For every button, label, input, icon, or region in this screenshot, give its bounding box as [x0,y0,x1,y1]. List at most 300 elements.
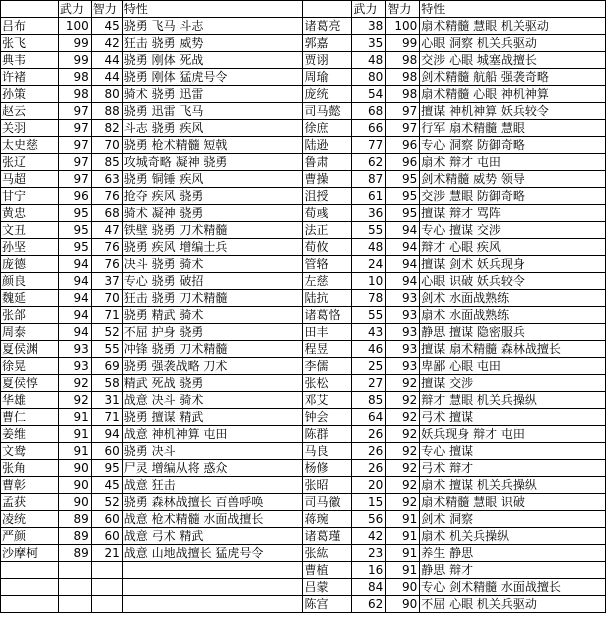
cell-wu-left[interactable]: 95 [58,222,91,239]
cell-name-left[interactable]: 夏侯惇 [1,375,59,392]
cell-name-left[interactable]: 孙策 [1,86,59,103]
cell-wu-left[interactable]: 94 [58,290,91,307]
cell-trait-right[interactable]: 擅谋 辩才 骂阵 [420,205,606,222]
cell-zhi-left[interactable]: 76 [91,239,122,256]
cell-wu-right[interactable]: 55 [352,222,386,239]
cell-zhi-right[interactable]: 94 [386,222,420,239]
cell-trait-left[interactable]: 骁勇 刚体 死战 [122,52,303,69]
cell-zhi-left[interactable]: 31 [91,392,122,409]
cell-trait-left[interactable]: 战意 枪术精髓 水面战擅长 [122,511,303,528]
cell-trait-right[interactable]: 专心 剑术精髓 水面战擅长 [420,579,606,596]
cell-name-left[interactable]: 孟获 [1,494,59,511]
cell-trait-right[interactable]: 弓术 辩才 [420,460,606,477]
cell-name-left[interactable]: 许褚 [1,69,59,86]
cell-trait-left[interactable]: 骁勇 迅雷 飞马 [122,103,303,120]
cell-trait-left[interactable]: 骁勇 枪术精髓 短戟 [122,137,303,154]
cell-zhi-right[interactable]: 92 [386,426,420,443]
cell-zhi-left[interactable]: 70 [91,290,122,307]
cell-wu-left[interactable]: 91 [58,443,91,460]
cell-zhi-right[interactable]: 93 [386,324,420,341]
cell-trait-right[interactable]: 专心 擅谋 [420,443,606,460]
cell-trait-right[interactable]: 心眼 识破 妖兵较令 [420,273,606,290]
cell-wu-right[interactable]: 85 [352,392,386,409]
cell-wu-right[interactable]: 10 [352,273,386,290]
cell-trait-left[interactable]: 骁勇 铜锤 疾风 [122,171,303,188]
cell-zhi-left[interactable]: 42 [91,35,122,52]
cell-trait-right[interactable]: 交涉 慧眼 防御奇略 [420,188,606,205]
cell-name-right[interactable]: 曹操 [303,171,352,188]
cell-zhi-right[interactable]: 92 [386,409,420,426]
cell-wu-right[interactable]: 62 [352,154,386,171]
cell-trait-right[interactable]: 擅谋 交涉 [420,375,606,392]
cell-wu-right[interactable]: 15 [352,494,386,511]
table-body [1,1,606,613]
cell-name-left[interactable] [1,579,59,596]
cell-name-left[interactable]: 典韦 [1,52,59,69]
cell-zhi-left[interactable]: 68 [91,205,122,222]
cell-trait-right[interactable]: 剑术 洞察 [420,511,606,528]
header-name-right[interactable] [303,1,352,18]
cell-trait-left[interactable]: 骁勇 刚体 猛虎号令 [122,69,303,86]
cell-zhi-right[interactable]: 100 [386,18,420,35]
cell-zhi-left[interactable] [91,562,122,579]
cell-wu-left[interactable]: 89 [58,528,91,545]
cell-trait-right[interactable]: 剑术精髓 威势 领导 [420,171,606,188]
cell-name-right[interactable]: 司马懿 [303,103,352,120]
cell-wu-left[interactable]: 97 [58,171,91,188]
cell-name-left[interactable]: 关羽 [1,120,59,137]
cell-trait-right[interactable]: 妖兵现身 辩才 屯田 [420,426,606,443]
cell-trait-left[interactable]: 战意 山地战擅长 猛虎号令 [122,545,303,562]
cell-trait-right[interactable]: 不屈 心眼 机关兵驱动 [420,596,606,613]
cell-wu-right[interactable]: 23 [352,545,386,562]
cell-zhi-right[interactable]: 95 [386,188,420,205]
cell-name-left[interactable]: 庞德 [1,256,59,273]
cell-zhi-right[interactable]: 93 [386,358,420,375]
cell-name-right[interactable]: 张松 [303,375,352,392]
cell-name-left[interactable]: 马超 [1,171,59,188]
cell-trait-right[interactable]: 扇术 水面战熟练 [420,307,606,324]
cell-trait-left[interactable]: 精武 死战 骁勇 [122,375,303,392]
cell-trait-right[interactable]: 扇术精髓 慧眼 机关驱动 [420,18,606,35]
cell-zhi-right[interactable]: 94 [386,239,420,256]
cell-zhi-left[interactable]: 21 [91,545,122,562]
cell-wu-right[interactable]: 46 [352,341,386,358]
cell-wu-right[interactable]: 61 [352,188,386,205]
cell-name-left[interactable]: 张飞 [1,35,59,52]
cell-zhi-left[interactable]: 70 [91,137,122,154]
table-row [1,494,606,511]
cell-wu-left[interactable]: 97 [58,137,91,154]
cell-trait-left[interactable]: 骑术 骁勇 迅雷 [122,86,303,103]
cell-trait-left[interactable]: 骁勇 擅谋 精武 [122,409,303,426]
cell-trait-right[interactable]: 擅谋 神机神算 妖兵较令 [420,103,606,120]
cell-trait-right[interactable]: 辩才 慧眼 机关兵操纵 [420,392,606,409]
cell-wu-right[interactable]: 84 [352,579,386,596]
cell-name-right[interactable]: 李儒 [303,358,352,375]
cell-trait-right[interactable]: 扇术 机关兵操纵 [420,528,606,545]
cell-trait-right[interactable]: 交涉 心眼 城塞战擅长 [420,52,606,69]
cell-zhi-left[interactable]: 94 [91,426,122,443]
cell-trait-left[interactable]: 尸灵 增编从将 惑众 [122,460,303,477]
cell-wu-left[interactable]: 91 [58,409,91,426]
cell-name-left[interactable]: 太史慈 [1,137,59,154]
cell-zhi-left[interactable]: 37 [91,273,122,290]
cell-name-right[interactable]: 张紘 [303,545,352,562]
cell-name-left[interactable]: 严颜 [1,528,59,545]
cell-zhi-right[interactable]: 92 [386,443,420,460]
cell-wu-right[interactable]: 48 [352,239,386,256]
cell-wu-right[interactable]: 26 [352,443,386,460]
cell-zhi-right[interactable]: 91 [386,511,420,528]
cell-zhi-right[interactable]: 94 [386,256,420,273]
cell-name-left[interactable]: 张角 [1,460,59,477]
table-row [1,409,606,426]
cell-name-right[interactable]: 荀攸 [303,239,352,256]
cell-zhi-left[interactable]: 44 [91,52,122,69]
cell-wu-left[interactable]: 95 [58,239,91,256]
header-wu-left[interactable]: 武力 [58,1,91,18]
cell-zhi-right[interactable]: 92 [386,392,420,409]
cell-zhi-left[interactable] [91,596,122,613]
cell-zhi-left[interactable]: 47 [91,222,122,239]
cell-wu-left[interactable] [58,579,91,596]
cell-wu-right[interactable]: 26 [352,460,386,477]
cell-trait-left[interactable]: 战意 狂击 [122,477,303,494]
cell-zhi-left[interactable]: 88 [91,103,122,120]
cell-name-right[interactable]: 吕蒙 [303,579,352,596]
cell-zhi-left[interactable]: 44 [91,69,122,86]
cell-zhi-left[interactable]: 52 [91,494,122,511]
table-row [1,477,606,494]
cell-zhi-right[interactable]: 93 [386,290,420,307]
cell-wu-left[interactable]: 99 [58,52,91,69]
cell-wu-left[interactable] [58,562,91,579]
cell-name-left[interactable]: 张辽 [1,154,59,171]
cell-trait-right[interactable]: 行军 扇术精髓 慧眼 [420,120,606,137]
cell-wu-left[interactable]: 92 [58,392,91,409]
cell-name-right[interactable]: 陈宫 [303,596,352,613]
cell-wu-left[interactable]: 100 [58,18,91,35]
table-row [1,52,606,69]
cell-wu-left[interactable]: 97 [58,103,91,120]
cell-zhi-left[interactable]: 60 [91,511,122,528]
cell-name-left[interactable]: 文鸯 [1,443,59,460]
cell-trait-left[interactable]: 战意 决斗 骑术 [122,392,303,409]
cell-trait-right[interactable]: 专心 洞察 防御奇略 [420,137,606,154]
cell-zhi-left[interactable]: 71 [91,307,122,324]
cell-trait-right[interactable]: 扇术精髓 慧眼 识破 [420,494,606,511]
cell-wu-left[interactable]: 90 [58,460,91,477]
cell-name-right[interactable]: 陆逊 [303,137,352,154]
cell-trait-left[interactable]: 不屈 护身 骁勇 [122,324,303,341]
cell-zhi-right[interactable]: 90 [386,579,420,596]
cell-wu-right[interactable]: 77 [352,137,386,154]
cell-zhi-left[interactable]: 60 [91,528,122,545]
cell-name-right[interactable]: 钟会 [303,409,352,426]
cell-zhi-right[interactable]: 93 [386,341,420,358]
table-row [1,545,606,562]
cell-name-right[interactable]: 贾诩 [303,52,352,69]
cell-name-right[interactable]: 庞统 [303,86,352,103]
cell-wu-right[interactable]: 36 [352,205,386,222]
cell-wu-left[interactable]: 89 [58,545,91,562]
cell-trait-left[interactable]: 狂击 骁勇 刀术精髓 [122,290,303,307]
cell-zhi-right[interactable]: 98 [386,86,420,103]
cell-wu-left[interactable]: 99 [58,35,91,52]
table-row [1,120,606,137]
cell-trait-left[interactable]: 骁勇 飞马 斗志 [122,18,303,35]
cell-name-right[interactable]: 陈群 [303,426,352,443]
cell-wu-right[interactable]: 38 [352,18,386,35]
cell-zhi-left[interactable]: 76 [91,256,122,273]
cell-wu-left[interactable]: 97 [58,120,91,137]
cell-zhi-right[interactable]: 96 [386,154,420,171]
cell-name-right[interactable]: 徐庶 [303,120,352,137]
cell-trait-right[interactable]: 扇术 辩才 屯田 [420,154,606,171]
header-zhi-right[interactable]: 智力 [386,1,420,18]
cell-trait-right[interactable]: 专心 擅谋 交涉 [420,222,606,239]
cell-name-right[interactable]: 郭嘉 [303,35,352,52]
table-row [1,375,606,392]
cell-trait-right[interactable]: 扇术 擅谋 机关兵操纵 [420,477,606,494]
cell-zhi-right[interactable]: 91 [386,528,420,545]
cell-wu-right[interactable]: 68 [352,103,386,120]
cell-zhi-left[interactable] [91,579,122,596]
cell-name-left[interactable]: 文丑 [1,222,59,239]
cell-name-right[interactable]: 司马徽 [303,494,352,511]
cell-trait-left[interactable]: 铁壁 骁勇 刀术精髓 [122,222,303,239]
table-row [1,188,606,205]
header-name-left[interactable] [1,1,59,18]
cell-trait-left[interactable]: 战意 弓术 精武 [122,528,303,545]
cell-wu-left[interactable]: 93 [58,341,91,358]
cell-name-left[interactable]: 甘宁 [1,188,59,205]
cell-wu-left[interactable]: 89 [58,511,91,528]
cell-trait-right[interactable]: 静思 擅谋 隐密服兵 [420,324,606,341]
table-row [1,222,606,239]
cell-zhi-right[interactable]: 95 [386,171,420,188]
cell-wu-right[interactable]: 56 [352,511,386,528]
cell-name-right[interactable]: 诸葛瑾 [303,528,352,545]
cell-name-left[interactable]: 孙坚 [1,239,59,256]
cell-wu-left[interactable]: 94 [58,324,91,341]
cell-trait-right[interactable]: 擅谋 扇术精髓 森林战擅长 [420,341,606,358]
cell-trait-right[interactable]: 擅谋 剑术 妖兵现身 [420,256,606,273]
cell-zhi-left[interactable]: 69 [91,358,122,375]
cell-wu-right[interactable]: 26 [352,426,386,443]
cell-name-left[interactable]: 徐晃 [1,358,59,375]
cell-name-right[interactable]: 马良 [303,443,352,460]
cell-trait-left[interactable]: 决斗 骁勇 骑术 [122,256,303,273]
cell-zhi-right[interactable]: 90 [386,596,420,613]
cell-trait-left[interactable]: 战意 神机神算 屯田 [122,426,303,443]
cell-zhi-right[interactable]: 92 [386,460,420,477]
cell-trait-left[interactable]: 骁勇 决斗 [122,443,303,460]
cell-name-right[interactable]: 程昱 [303,341,352,358]
cell-name-right[interactable]: 邓艾 [303,392,352,409]
cell-trait-left[interactable]: 骁勇 精武 骑术 [122,307,303,324]
cell-trait-left[interactable]: 骑术 凝神 骁勇 [122,205,303,222]
cell-zhi-left[interactable]: 58 [91,375,122,392]
cell-zhi-right[interactable]: 98 [386,52,420,69]
cell-trait-right[interactable]: 扇术精髓 心眼 神机神算 [420,86,606,103]
cell-wu-right[interactable]: 55 [352,307,386,324]
cell-zhi-left[interactable]: 45 [91,477,122,494]
cell-name-right[interactable]: 田丰 [303,324,352,341]
cell-wu-right[interactable]: 27 [352,375,386,392]
cell-zhi-left[interactable]: 63 [91,171,122,188]
cell-wu-left[interactable]: 94 [58,307,91,324]
cell-wu-right[interactable]: 80 [352,69,386,86]
cell-wu-right[interactable]: 24 [352,256,386,273]
cell-name-left[interactable]: 曹彰 [1,477,59,494]
cell-zhi-right[interactable]: 92 [386,494,420,511]
cell-wu-right[interactable]: 62 [352,596,386,613]
cell-trait-right[interactable]: 剑术精髓 航船 强袭奇略 [420,69,606,86]
cell-zhi-left[interactable]: 82 [91,120,122,137]
cell-trait-left[interactable] [122,596,303,613]
cell-wu-right[interactable]: 20 [352,477,386,494]
cell-name-left[interactable]: 周泰 [1,324,59,341]
cell-name-left[interactable]: 赵云 [1,103,59,120]
cell-wu-right[interactable]: 35 [352,35,386,52]
cell-wu-right[interactable]: 64 [352,409,386,426]
cell-name-left[interactable]: 魏延 [1,290,59,307]
cell-zhi-left[interactable]: 76 [91,188,122,205]
header-trait-right[interactable]: 特性 [420,1,606,18]
cell-zhi-left[interactable]: 95 [91,460,122,477]
cell-zhi-right[interactable]: 97 [386,103,420,120]
cell-name-left[interactable]: 吕布 [1,18,59,35]
cell-wu-left[interactable] [58,596,91,613]
cell-name-left[interactable]: 夏侯渊 [1,341,59,358]
cell-name-left[interactable]: 曹仁 [1,409,59,426]
cell-name-right[interactable]: 诸葛恪 [303,307,352,324]
cell-zhi-right[interactable]: 97 [386,120,420,137]
cell-wu-right[interactable]: 16 [352,562,386,579]
cell-trait-right[interactable]: 心眼 洞察 机关兵驱动 [420,35,606,52]
cell-zhi-right[interactable]: 95 [386,205,420,222]
cell-zhi-right[interactable]: 91 [386,545,420,562]
cell-wu-left[interactable]: 98 [58,69,91,86]
cell-name-left[interactable]: 张郃 [1,307,59,324]
cell-trait-left[interactable]: 冲锋 骁勇 刀术精髓 [122,341,303,358]
cell-name-left[interactable] [1,562,59,579]
cell-wu-left[interactable]: 91 [58,426,91,443]
cell-zhi-right[interactable]: 98 [386,69,420,86]
cell-trait-right[interactable]: 弓术 擅谋 [420,409,606,426]
table-row [1,103,606,120]
cell-zhi-left[interactable]: 52 [91,324,122,341]
cell-trait-right[interactable]: 静思 辩才 [420,562,606,579]
cell-wu-right[interactable]: 48 [352,52,386,69]
cell-zhi-left[interactable]: 85 [91,154,122,171]
cell-name-left[interactable]: 颜良 [1,273,59,290]
cell-trait-left[interactable]: 骁勇 森林战擅长 百兽呼唤 [122,494,303,511]
cell-wu-left[interactable]: 92 [58,375,91,392]
cell-name-right[interactable]: 沮授 [303,188,352,205]
cell-name-right[interactable]: 杨修 [303,460,352,477]
cell-wu-right[interactable]: 66 [352,120,386,137]
cell-wu-right[interactable]: 25 [352,358,386,375]
cell-zhi-right[interactable]: 94 [386,273,420,290]
cell-name-left[interactable]: 黄忠 [1,205,59,222]
cell-name-left[interactable]: 姜维 [1,426,59,443]
cell-trait-right[interactable]: 养生 静思 [420,545,606,562]
cell-name-right[interactable]: 荀彧 [303,205,352,222]
cell-wu-right[interactable]: 42 [352,528,386,545]
cell-name-right[interactable]: 法正 [303,222,352,239]
cell-trait-left[interactable]: 狂击 骁勇 威势 [122,35,303,52]
cell-zhi-left[interactable]: 45 [91,18,122,35]
cell-name-left[interactable]: 华雄 [1,392,59,409]
cell-trait-left[interactable] [122,579,303,596]
cell-trait-left[interactable]: 攻城奇略 凝神 骁勇 [122,154,303,171]
cell-trait-left[interactable]: 骁勇 疾风 增编士兵 [122,239,303,256]
cell-name-left[interactable]: 沙摩柯 [1,545,59,562]
cell-trait-right[interactable]: 辩才 心眼 疾风 [420,239,606,256]
cell-trait-left[interactable]: 斗志 骁勇 疾风 [122,120,303,137]
header-zhi-left[interactable]: 智力 [91,1,122,18]
cell-name-left[interactable] [1,596,59,613]
cell-name-right[interactable]: 曹植 [303,562,352,579]
cell-wu-right[interactable]: 54 [352,86,386,103]
cell-zhi-right[interactable]: 91 [386,562,420,579]
cell-name-right[interactable]: 陆抗 [303,290,352,307]
cell-zhi-right[interactable]: 93 [386,307,420,324]
header-wu-right[interactable]: 武力 [352,1,386,18]
cell-name-left[interactable]: 凌统 [1,511,59,528]
table-row [1,324,606,341]
cell-zhi-left[interactable]: 71 [91,409,122,426]
cell-name-right[interactable]: 诸葛亮 [303,18,352,35]
cell-zhi-right[interactable]: 96 [386,137,420,154]
cell-wu-left[interactable]: 95 [58,205,91,222]
cell-zhi-left[interactable]: 55 [91,341,122,358]
cell-zhi-right[interactable]: 92 [386,477,420,494]
cell-name-right[interactable]: 左慈 [303,273,352,290]
cell-name-right[interactable]: 蒋琬 [303,511,352,528]
cell-wu-left[interactable]: 90 [58,477,91,494]
cell-trait-left[interactable]: 抢夺 疾风 骁勇 [122,188,303,205]
cell-wu-left[interactable]: 94 [58,273,91,290]
header-trait-left[interactable]: 特性 [122,1,303,18]
cell-wu-left[interactable]: 94 [58,256,91,273]
cell-wu-right[interactable]: 87 [352,171,386,188]
cell-trait-left[interactable]: 骁勇 强袭战略 刀术 [122,358,303,375]
cell-wu-right[interactable]: 43 [352,324,386,341]
cell-name-right[interactable]: 管辂 [303,256,352,273]
cell-trait-left[interactable]: 专心 骁勇 破招 [122,273,303,290]
cell-zhi-left[interactable]: 80 [91,86,122,103]
cell-trait-right[interactable]: 剑术 水面战熟练 [420,290,606,307]
cell-wu-left[interactable]: 93 [58,358,91,375]
cell-zhi-right[interactable]: 92 [386,375,420,392]
cell-wu-left[interactable]: 90 [58,494,91,511]
cell-wu-left[interactable]: 98 [58,86,91,103]
cell-trait-right[interactable]: 卑鄙 心眼 屯田 [420,358,606,375]
cell-name-right[interactable]: 张昭 [303,477,352,494]
cell-wu-left[interactable]: 97 [58,154,91,171]
cell-trait-left[interactable] [122,562,303,579]
cell-zhi-right[interactable]: 99 [386,35,420,52]
cell-name-right[interactable]: 鲁肃 [303,154,352,171]
cell-name-right[interactable]: 周瑜 [303,69,352,86]
cell-zhi-left[interactable]: 60 [91,443,122,460]
cell-wu-right[interactable]: 78 [352,290,386,307]
cell-wu-left[interactable]: 96 [58,188,91,205]
